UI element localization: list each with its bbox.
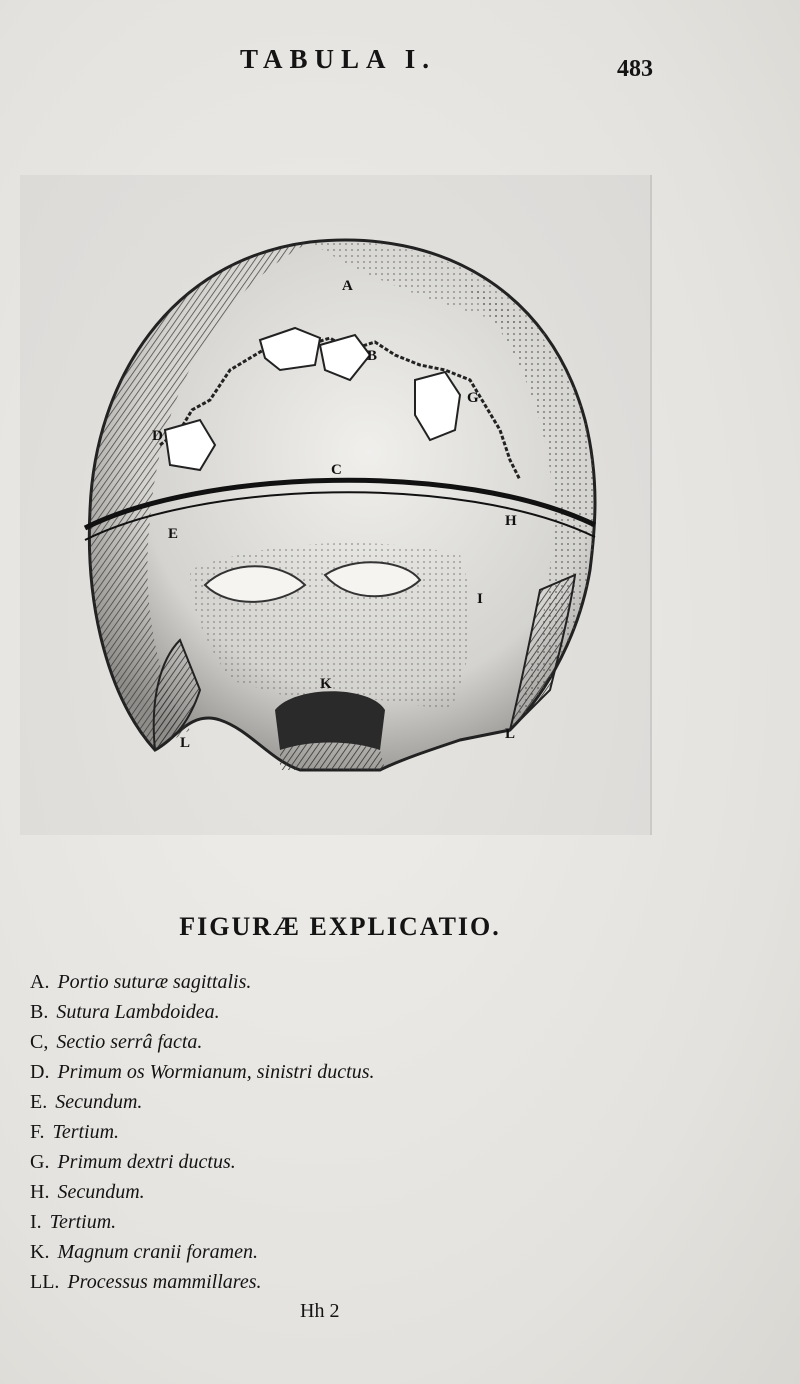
figure-letter-k: K bbox=[320, 676, 332, 692]
skull-illustration bbox=[80, 230, 610, 780]
legend-item: A. Portio suturæ sagittalis. bbox=[30, 971, 252, 993]
legend-item: E. Secundum. bbox=[30, 1091, 143, 1113]
figure-legend bbox=[30, 967, 375, 1297]
figure-letter-h: H bbox=[505, 513, 517, 529]
legend-item: F. Tertium. bbox=[30, 1121, 120, 1143]
figure-letter-g: G bbox=[467, 390, 479, 406]
figure-letter-l-right: L bbox=[505, 726, 516, 742]
signature-mark: Hh 2 bbox=[300, 1300, 340, 1322]
legend-item: D. Primum os Wormianum, sinistri ductus. bbox=[30, 1061, 375, 1083]
skull-engraving bbox=[80, 230, 610, 780]
figure-letter-e: E bbox=[168, 526, 179, 542]
figure-letter-a: A bbox=[342, 278, 353, 294]
running-head: TABULA I. bbox=[240, 44, 437, 74]
legend-item: H. Secundum. bbox=[30, 1181, 145, 1203]
legend-item: G. Primum dextri ductus. bbox=[30, 1151, 236, 1173]
legend-item: C, Sectio serrâ facta. bbox=[30, 1031, 203, 1053]
figure-letter-i: I bbox=[477, 591, 483, 607]
figure-explanation-heading: FIGURÆ EXPLICATIO. bbox=[179, 912, 501, 941]
legend-item: K. Magnum cranii foramen. bbox=[30, 1241, 258, 1263]
figure-letter-c: C bbox=[331, 462, 342, 478]
legend-item: B. Sutura Lambdoidea. bbox=[30, 1001, 220, 1023]
figure-letter-d: D bbox=[152, 428, 163, 444]
figure-letter-b: B bbox=[367, 348, 378, 364]
figure-letter-l-left: L bbox=[180, 735, 191, 751]
legend-item: I. Tertium. bbox=[30, 1211, 117, 1233]
page-number: 483 bbox=[617, 56, 653, 82]
legend-item: LL. Processus mammillares. bbox=[30, 1271, 262, 1293]
